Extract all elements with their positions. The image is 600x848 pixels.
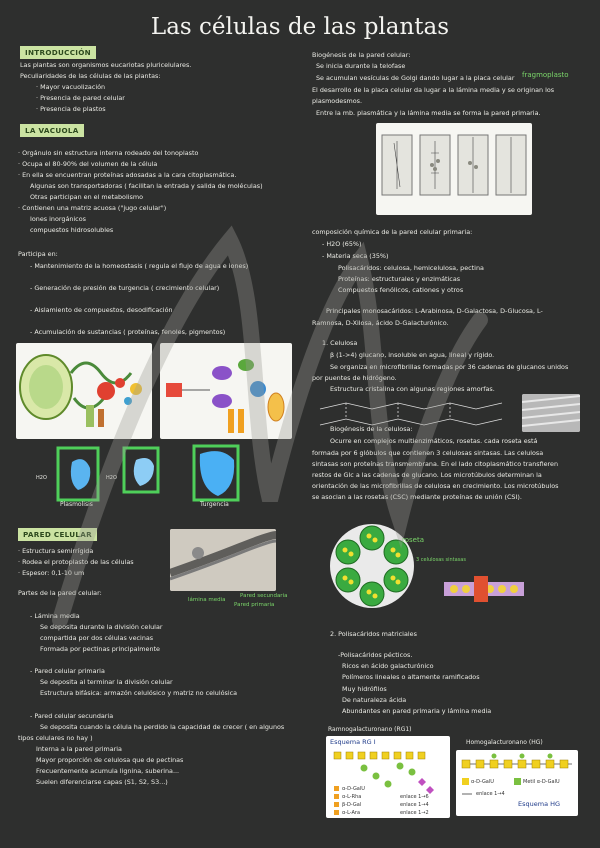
turgor-vacuole bbox=[200, 451, 234, 496]
sintasas-label: 3 celulosas sintasas bbox=[416, 557, 466, 563]
participa-label: Participa en: bbox=[18, 250, 58, 258]
rosette-diagram bbox=[326, 520, 436, 612]
biogenesis-line: Entre la mb. plasmática y la lámina media se forma la pared primaria. bbox=[316, 109, 541, 117]
turgencia-label: Turgencia bbox=[200, 501, 229, 508]
pared-secundaria-label: Pared secundaria bbox=[240, 593, 288, 599]
funcion-item: - Generación de presión de turgencia ( crecimiento celular) bbox=[30, 284, 220, 292]
hg-legend-item: Metil α-D-GalU bbox=[523, 779, 560, 785]
legend-item: α-D-GalU bbox=[342, 786, 365, 792]
secundaria-line: Frecuentemente acumula lignina, suberina... bbox=[36, 767, 180, 775]
hg-legend-item: α-D-GalU bbox=[471, 779, 494, 785]
secundaria-line: Interna a la pared primaria bbox=[36, 745, 122, 753]
celulosa-bio-line: Biogénesis de la celulosa: bbox=[330, 425, 413, 433]
fragmoplasto-label: fragmoplasto bbox=[522, 71, 569, 79]
vacuola-line: · Contienen una matriz acuosa ("jugo celular") bbox=[18, 204, 167, 212]
page-title: Las células de las plantas bbox=[150, 14, 450, 40]
biogenesis-line: Se acumulan vesículas de Golgi dando lugar a la placa celular bbox=[316, 74, 515, 82]
intro-line: · Presencia de pared celular bbox=[36, 94, 125, 102]
celulosa-line: Estructura cristalina con algunas regiones amorfas. bbox=[330, 385, 495, 393]
cell-plate-diagram bbox=[376, 123, 532, 215]
polisacaridos-line: Abundantes en pared primaria y lámina media bbox=[342, 707, 492, 715]
celulosa-line: β (1->4) glucano, insoluble en agua, lineal y rígido. bbox=[330, 351, 495, 359]
biogenesis-line: Se inicia durante la telofase bbox=[316, 62, 406, 70]
ramno-label: Ramnogalacturonano (RG1) bbox=[328, 726, 412, 733]
lamina-line: - Lámina media bbox=[30, 612, 80, 620]
primaria-line: Se deposita al terminar la división celular bbox=[40, 678, 173, 686]
celulosa-bio-line: se asocian a las rosetas (CSC) mediante proteínas de unión (CSI). bbox=[312, 493, 522, 501]
microfibril-micrograph bbox=[522, 394, 580, 432]
secundaria-line: Mayor proporción de celulosa que de pectinas bbox=[36, 756, 184, 764]
lamina-line: Se deposita durante la división celular bbox=[40, 623, 163, 631]
enlace-item: enlace 1→4 bbox=[400, 802, 429, 808]
polisacaridos-line: Polímeros lineales o altamente ramificados bbox=[342, 673, 480, 681]
lamina-line: compartida por dos células vecinas bbox=[40, 634, 154, 642]
hg-scheme bbox=[456, 750, 578, 816]
homo-label: Homogalacturonano (HG) bbox=[466, 739, 543, 746]
composicion-line: Polisacáridos: celulosa, hemicelulosa, pectina bbox=[338, 264, 484, 272]
primaria-line: Estructura bifásica: armazón celulósico y matriz no celulósica bbox=[40, 689, 238, 697]
polisacaridos-line: De naturaleza ácida bbox=[342, 696, 407, 704]
pared-line: · Rodea el protoplasto de las células bbox=[18, 558, 134, 566]
polisacaridos-line: Muy hidrófilos bbox=[342, 685, 387, 693]
esquema-rg-label: Esquema RG I bbox=[330, 738, 376, 746]
esquema-hg-label: Esquema HG bbox=[518, 800, 561, 808]
secundaria-line: Se deposita cuando la célula ha perdido la capacidad de crecer ( en algunos bbox=[40, 723, 285, 731]
celulosa-bio-line: restos de Glc a las cadenas de glucano. Los microtúbulos determinan la bbox=[312, 471, 542, 479]
celulosa-line: Se organiza en microfibrillas formadas por 36 cadenas de glucanos unidos bbox=[330, 363, 569, 371]
celulosa-bio-line: sintasas son proteínas transmembrana. En el lado citoplasmático transfieren bbox=[312, 460, 559, 468]
plasmolysis-vacuole bbox=[71, 459, 90, 490]
intro-line: Las plantas son organismos eucariotas pluricelulares. bbox=[20, 61, 192, 69]
heading-pared-celular: PARED CELULAR bbox=[18, 528, 97, 541]
biogenesis-line: plasmodesmos. bbox=[312, 97, 363, 105]
pared-line: · Espesor: 0,1-10 um bbox=[18, 569, 85, 577]
biogenesis-line: Biogénesis de la pared celular: bbox=[312, 51, 411, 59]
primaria-line: - Pared celular primaria bbox=[30, 667, 105, 675]
celulosa-bio-line: formada por 6 glóbulos que contienen 3 celulosas sintasas. Las celulosa bbox=[312, 449, 544, 457]
secundaria-line: tipos celulares no hay ) bbox=[18, 734, 93, 742]
vacuola-line: · En ella se encuentran proteínas adosadas a la cara citoplasmática. bbox=[18, 171, 237, 179]
vacuola-line: · Orgánulo sin estructura interna rodeado del tonoplasto bbox=[18, 149, 199, 157]
lamina-line: Formada por pectinas principalmente bbox=[40, 645, 160, 653]
polisacaridos-line: -Polisacáridos pécticos. bbox=[338, 651, 413, 659]
celulosa-line: 1. Celulosa bbox=[322, 339, 358, 347]
vacuola-line: Algunas son transportadoras ( facilitan la entrada y salida de moléculas) bbox=[30, 182, 263, 190]
pared-line: · Estructura semirrígida bbox=[18, 547, 94, 555]
intro-line: · Mayor vacuolización bbox=[36, 83, 106, 91]
enlace-item: enlace 1→2 bbox=[400, 810, 429, 816]
vacuola-line: compuestos hidrosolubles bbox=[30, 226, 114, 234]
secundaria-line: - Pared celular secundaria bbox=[30, 712, 114, 720]
roseta-label: roseta bbox=[402, 536, 424, 544]
plasmolisis-label: Plasmolisis bbox=[60, 501, 93, 508]
composicion-line: Proteínas: estructurales y enzimáticas bbox=[338, 275, 461, 283]
intro-line: Peculiaridades de las células de las plantas: bbox=[20, 72, 161, 80]
celulosa-line: por puentes de hidrógeno. bbox=[312, 374, 397, 382]
vacuola-line: · Ocupa el 80-90% del volumen de la célula bbox=[18, 160, 158, 168]
cell-wall-micrograph bbox=[170, 529, 276, 591]
composicion-line: - Materia seca (35%) bbox=[322, 252, 389, 260]
vacuole-diagram-cell bbox=[16, 343, 152, 439]
vacuole-cell-svg bbox=[16, 343, 152, 439]
monosacaridos-line: Ramnosa, D-Xilosa, ácido D-Galacturónico. bbox=[312, 319, 449, 327]
celulosa-bio-line: Ocurre en complejos multienzimáticos, rosetas. cada roseta está bbox=[330, 437, 538, 445]
legend-item: α-L-Ara bbox=[342, 810, 361, 816]
vacuola-line: Iones inorgánicos bbox=[30, 215, 86, 223]
heading-introduccion: INTRODUCCIÓN bbox=[20, 46, 96, 59]
celulosa-bio-line: orientación de las microfibrillas de celulosa en crecimiento. Los microtúbulos bbox=[312, 482, 559, 490]
secundaria-line: Suelen diferenciarse capas (S1, S2, S3...) bbox=[36, 778, 168, 786]
polisacaridos-line: Ricos en ácido galacturónico bbox=[342, 662, 434, 670]
composicion-line: - H2O (65%) bbox=[322, 240, 362, 248]
lamina-media-label: lámina media bbox=[188, 597, 226, 603]
biogenesis-line: El desarrollo de la placa celular da lugar a la lámina media y se originan los bbox=[312, 86, 555, 94]
monosacaridos-line: Principales monosacáridos: L-Arabinosa, D-Galactosa, D-Glucosa, L- bbox=[326, 307, 543, 315]
legend-item: β-D-Gal bbox=[342, 802, 362, 808]
hg-legend-item: enlace 1→4 bbox=[476, 791, 505, 797]
vacuole-diagram-pathways bbox=[160, 343, 292, 439]
composicion-line: Compuestos fenólicos, cationes y otros bbox=[338, 286, 464, 294]
polisacaridos-line: 2. Polisacáridos matriciales bbox=[330, 630, 417, 638]
h2o-label: H2O bbox=[106, 475, 117, 481]
rg1-scheme bbox=[326, 736, 450, 818]
enlace-item: enlace 1→6 bbox=[400, 794, 429, 800]
membrane-strip bbox=[444, 572, 524, 608]
legend-item: α-L-Rha bbox=[342, 794, 362, 800]
funcion-item: - Acumulación de sustancias ( proteínas, fenoles, pigmentos) bbox=[30, 328, 226, 336]
intro-line: · Presencia de plastos bbox=[36, 105, 106, 113]
h2o-label: H2O bbox=[36, 475, 47, 481]
funcion-item: - Aislamiento de compuestos, desodificación bbox=[30, 306, 173, 314]
pared-primaria-label: Pared primaria bbox=[234, 602, 275, 608]
vacuole-pathways-svg bbox=[160, 343, 292, 439]
funcion-item: - Mantenimiento de la homeostasis ( regula el flujo de agua e iones) bbox=[30, 262, 249, 270]
vacuola-line: Otras participan en el metabolismo bbox=[30, 193, 143, 201]
heading-vacuola: LA VACUOLA bbox=[20, 124, 84, 137]
partes-label: Partes de la pared celular: bbox=[18, 589, 102, 597]
composicion-line: composición química de la pared celular primaria: bbox=[312, 228, 473, 236]
